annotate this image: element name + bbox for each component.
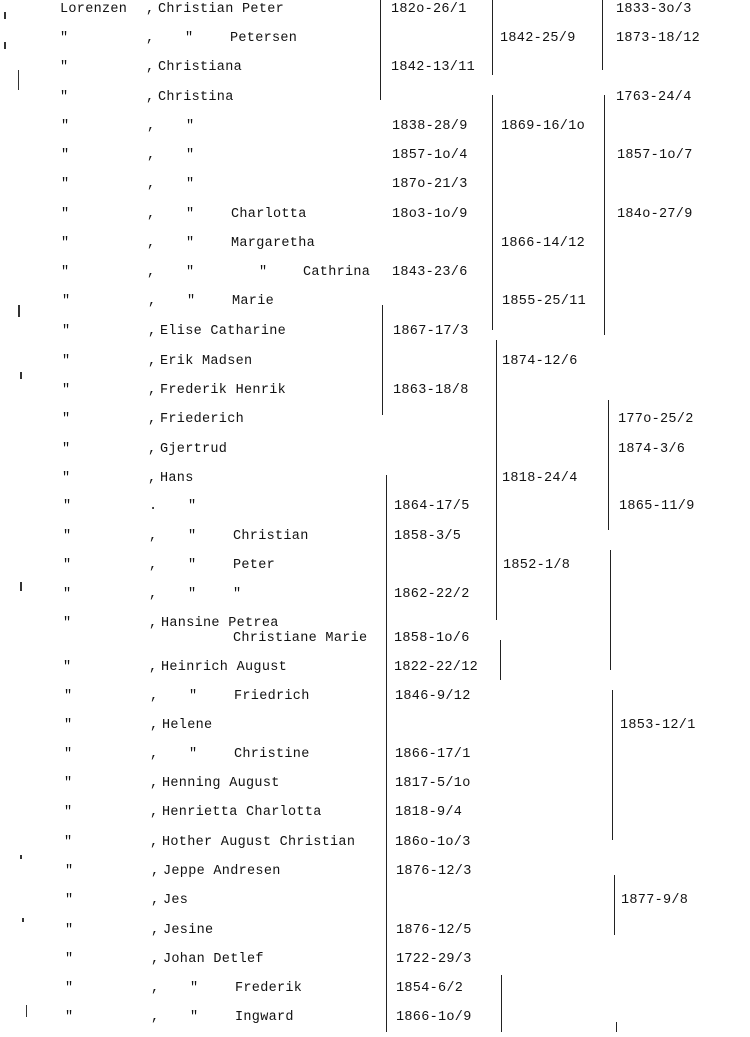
- date-col1-cell: 1846-9/12: [395, 689, 471, 704]
- column-rule: [492, 0, 493, 75]
- date-col3-cell: 177o-25/2: [618, 412, 694, 427]
- column-rule: [501, 975, 502, 1032]
- comma-mark: ,: [146, 90, 155, 105]
- comma-mark: ,: [148, 354, 157, 369]
- date-col1-cell: 1843-23/6: [392, 265, 468, 280]
- ditto-mark-cell: ": [190, 981, 199, 996]
- ditto-mark-cell: ": [188, 529, 197, 544]
- comma-mark: ,: [151, 893, 160, 908]
- register-row: [3, 585, 750, 614]
- comma-mark: ,: [148, 442, 157, 457]
- second-name-cell: Ingward: [235, 1010, 294, 1025]
- ditto-mark-cell: ": [188, 499, 197, 514]
- surname-cell: ": [65, 864, 74, 879]
- given-name-cell: Jesine: [163, 923, 214, 938]
- register-row: [3, 527, 750, 556]
- date-col3-cell: 1853-12/1: [620, 718, 696, 733]
- surname-cell: ": [61, 265, 70, 280]
- date-col3-cell: 1865-11/9: [619, 499, 695, 514]
- register-row: [2, 469, 750, 498]
- surname-cell: ": [62, 471, 71, 486]
- register-row: [0, 29, 750, 58]
- comma-mark: ,: [150, 805, 159, 820]
- given-name-cell: Heinrich August: [161, 660, 288, 675]
- date-col2-cell: 1874-12/6: [502, 354, 578, 369]
- register-row: [5, 862, 750, 891]
- register-row: [5, 891, 750, 920]
- ditto-mark-cell: ": [188, 587, 197, 602]
- date-col3-cell: 1833-3o/3: [616, 2, 692, 17]
- surname-cell: ": [65, 893, 74, 908]
- comma-mark: ,: [148, 294, 157, 309]
- date-col2-cell: 1866-14/12: [501, 236, 586, 251]
- column-rule: [500, 640, 501, 680]
- register-row: [4, 803, 750, 832]
- register-row: [2, 381, 750, 410]
- column-rule: [614, 875, 615, 935]
- date-col2-cell: 1852-1/8: [503, 558, 571, 573]
- comma-mark: ,: [150, 835, 159, 850]
- given-name-cell: Henrietta Charlotta: [162, 805, 322, 820]
- comma-mark: ,: [147, 177, 156, 192]
- date-col1-cell: 1858-3/5: [394, 529, 462, 544]
- date-col1-cell: 1876-12/3: [396, 864, 472, 879]
- scan-speck: [22, 918, 24, 922]
- scan-speck: [18, 70, 19, 90]
- date-col2-cell: 1818-24/4: [502, 471, 578, 486]
- register-row: [1, 234, 750, 263]
- ditto-mark-cell: ": [188, 558, 197, 573]
- column-rule: [610, 550, 611, 670]
- second-name-cell: Friedrich: [234, 689, 310, 704]
- given-name-cell: Hansine Petrea: [161, 616, 279, 631]
- surname-cell: ": [60, 60, 69, 75]
- given-name-cell: Helene: [162, 718, 213, 733]
- given-name-cell: Friederich: [160, 412, 245, 427]
- date-col3-cell: 1874-3/6: [618, 442, 686, 457]
- column-rule: [612, 690, 613, 840]
- scan-speck: [20, 855, 22, 859]
- given-name-cell: Jeppe Andresen: [163, 864, 281, 879]
- ditto-mark-cell: ": [186, 119, 195, 134]
- register-row: [5, 950, 750, 979]
- ditto-mark-cell: ": [189, 689, 198, 704]
- register-row: [4, 774, 750, 803]
- second-name-cell: Charlotta: [231, 207, 307, 222]
- date-col1-cell: 1866-1o/9: [396, 1010, 472, 1025]
- given-name-cell: Jes: [163, 893, 189, 908]
- column-rule: [382, 305, 383, 415]
- surname-cell: ": [65, 923, 74, 938]
- surname-cell: Lorenzen: [60, 2, 128, 17]
- second-name-cell: Christiane Marie: [233, 631, 368, 646]
- date-col1-cell: 1863-18/8: [393, 383, 469, 398]
- date-col3-cell: 1873-18/12: [616, 31, 701, 46]
- comma-mark: ,: [149, 616, 158, 631]
- surname-cell: ": [61, 119, 70, 134]
- given-name-cell: Gjertrud: [160, 442, 228, 457]
- date-col1-cell: 1867-17/3: [393, 324, 469, 339]
- comma-mark: ,: [147, 119, 156, 134]
- date-col2-cell: 1869-16/1o: [501, 119, 586, 134]
- given-name-cell: Elise Catharine: [160, 324, 287, 339]
- surname-cell: ": [63, 529, 72, 544]
- register-row: [1, 146, 750, 175]
- scan-speck: [4, 42, 6, 49]
- register-row: [1, 117, 750, 146]
- comma-mark: ,: [151, 952, 160, 967]
- comma-mark: ,: [147, 207, 156, 222]
- surname-cell: ": [64, 835, 73, 850]
- date-col2-cell: 1855-25/11: [502, 294, 587, 309]
- column-rule: [602, 0, 603, 70]
- scan-speck: [20, 372, 22, 379]
- surname-cell: ": [62, 294, 71, 309]
- second-name-cell: Petersen: [230, 31, 298, 46]
- given-name-cell: Erik Madsen: [160, 354, 253, 369]
- column-rule: [604, 95, 605, 335]
- comma-mark: ,: [146, 31, 155, 46]
- register-row: [2, 292, 750, 321]
- comma-mark: ,: [148, 383, 157, 398]
- register-row: [3, 658, 750, 687]
- comma-mark: ,: [151, 864, 160, 879]
- date-col3-cell: 1763-24/4: [616, 90, 692, 105]
- ditto-mark-cell: ": [186, 207, 195, 222]
- date-col1-cell: 1854-6/2: [396, 981, 464, 996]
- surname-cell: ": [63, 660, 72, 675]
- surname-cell: ": [63, 587, 72, 602]
- column-rule: [608, 400, 609, 530]
- comma-mark: ,: [147, 236, 156, 251]
- date-col1-cell: 1818-9/4: [395, 805, 463, 820]
- surname-cell: ": [61, 148, 70, 163]
- date-col1-cell: 1864-17/5: [394, 499, 470, 514]
- given-name-cell: Henning August: [162, 776, 280, 791]
- surname-cell: ": [64, 776, 73, 791]
- comma-mark: ,: [151, 923, 160, 938]
- ditto-mark-cell: ": [189, 747, 198, 762]
- register-row: [2, 440, 750, 469]
- register-row: [5, 1008, 750, 1037]
- ditto-mark-cell: ": [185, 31, 194, 46]
- comma-mark: ,: [147, 265, 156, 280]
- register-row: [2, 322, 750, 351]
- second-name-cell: Margaretha: [231, 236, 316, 251]
- register-row: [2, 410, 750, 439]
- surname-cell: ": [62, 383, 71, 398]
- surname-cell: ": [61, 177, 70, 192]
- date-col1-cell: 1842-13/11: [391, 60, 476, 75]
- surname-cell: ": [64, 718, 73, 733]
- ditto-mark-cell: ": [186, 265, 195, 280]
- scan-speck: [20, 582, 22, 591]
- register-row: [2, 352, 750, 381]
- surname-cell: ": [63, 616, 72, 631]
- date-col1-cell: 1857-1o/4: [392, 148, 468, 163]
- register-row: [1, 205, 750, 234]
- surname-cell: ": [62, 324, 71, 339]
- given-name-cell: Christiana: [158, 60, 243, 75]
- comma-mark: ,: [147, 148, 156, 163]
- date-col1-cell: 1822-22/12: [394, 660, 479, 675]
- column-rule: [380, 0, 381, 100]
- given-name-cell: Frederik Henrik: [160, 383, 287, 398]
- surname-cell: ": [60, 90, 69, 105]
- register-row: [1, 175, 750, 204]
- date-col1-cell: 18o3-1o/9: [392, 207, 468, 222]
- given-name-cell: Hother August Christian: [162, 835, 356, 850]
- ditto-mark-cell: ": [186, 236, 195, 251]
- date-col1-cell: 1862-22/2: [394, 587, 470, 602]
- comma-mark: ,: [148, 471, 157, 486]
- surname-cell: ": [64, 689, 73, 704]
- comma-mark: ,: [146, 2, 155, 17]
- given-name-cell: Christina: [158, 90, 234, 105]
- third-name-cell: Cathrina: [303, 265, 371, 280]
- surname-cell: ": [65, 1010, 74, 1025]
- second-name-cell: ": [233, 587, 242, 602]
- second-name-cell: Christine: [234, 747, 310, 762]
- register-row: [4, 687, 750, 716]
- register-row: [3, 629, 750, 658]
- date-col1-cell: 1722-29/3: [396, 952, 472, 967]
- date-col3-cell: 1877-9/8: [621, 893, 689, 908]
- date-col1-cell: 1817-5/1o: [395, 776, 471, 791]
- register-row: [0, 58, 750, 87]
- date-col1-cell: 186o-1o/3: [395, 835, 471, 850]
- date-col2-cell: 1842-25/9: [500, 31, 576, 46]
- register-row: [5, 979, 750, 1008]
- register-row: [0, 88, 750, 117]
- scan-speck: [18, 305, 20, 317]
- register-row: [3, 497, 750, 526]
- surname-cell: ": [64, 805, 73, 820]
- comma-mark: ,: [149, 529, 158, 544]
- register-row: [0, 0, 750, 29]
- comma-mark: ,: [148, 412, 157, 427]
- comma-mark: ,: [151, 1010, 160, 1025]
- register-row: [4, 833, 750, 862]
- surname-cell: ": [62, 442, 71, 457]
- comma-mark: ,: [149, 558, 158, 573]
- register-row: [1, 263, 750, 292]
- surname-cell: ": [64, 747, 73, 762]
- comma-mark: ,: [151, 981, 160, 996]
- date-col3-cell: 1857-1o/7: [617, 148, 693, 163]
- surname-cell: ": [63, 499, 72, 514]
- given-name-cell: Christian Peter: [158, 2, 285, 17]
- second-name-cell: Frederik: [235, 981, 303, 996]
- surname-cell: ": [61, 236, 70, 251]
- date-col1-cell: 1866-17/1: [395, 747, 471, 762]
- second-name-cell: Peter: [233, 558, 276, 573]
- date-col1-cell: 1858-1o/6: [394, 631, 470, 646]
- comma-mark: .: [149, 499, 158, 514]
- surname-cell: ": [60, 31, 69, 46]
- date-col1-cell: 1876-12/5: [396, 923, 472, 938]
- ditto-mark-cell: ": [259, 265, 268, 280]
- ditto-mark-cell: ": [186, 177, 195, 192]
- surname-cell: ": [63, 558, 72, 573]
- given-name-cell: Johan Detlef: [163, 952, 264, 967]
- column-rule: [496, 340, 497, 620]
- surname-cell: ": [65, 981, 74, 996]
- date-col1-cell: 1838-28/9: [392, 119, 468, 134]
- comma-mark: ,: [148, 324, 157, 339]
- given-name-cell: Hans: [160, 471, 194, 486]
- date-col1-cell: 187o-21/3: [392, 177, 468, 192]
- register-row: [4, 716, 750, 745]
- ditto-mark-cell: ": [190, 1010, 199, 1025]
- column-rule: [386, 475, 387, 1032]
- surname-cell: ": [62, 412, 71, 427]
- comma-mark: ,: [150, 776, 159, 791]
- surname-cell: ": [61, 207, 70, 222]
- register-row: [4, 745, 750, 774]
- ditto-mark-cell: ": [186, 148, 195, 163]
- date-col1-cell: 182o-26/1: [391, 2, 467, 17]
- column-rule: [616, 1022, 617, 1032]
- comma-mark: ,: [149, 587, 158, 602]
- scan-speck: [4, 12, 6, 19]
- comma-mark: ,: [150, 747, 159, 762]
- comma-mark: ,: [149, 660, 158, 675]
- column-rule: [492, 95, 493, 330]
- register-row: [3, 556, 750, 585]
- comma-mark: ,: [150, 718, 159, 733]
- comma-mark: ,: [146, 60, 155, 75]
- second-name-cell: Marie: [232, 294, 275, 309]
- second-name-cell: Christian: [233, 529, 309, 544]
- scan-speck: [26, 1005, 27, 1017]
- date-col3-cell: 184o-27/9: [617, 207, 693, 222]
- register-row: [5, 921, 750, 950]
- comma-mark: ,: [150, 689, 159, 704]
- surname-cell: ": [62, 354, 71, 369]
- surname-cell: ": [65, 952, 74, 967]
- ditto-mark-cell: ": [187, 294, 196, 309]
